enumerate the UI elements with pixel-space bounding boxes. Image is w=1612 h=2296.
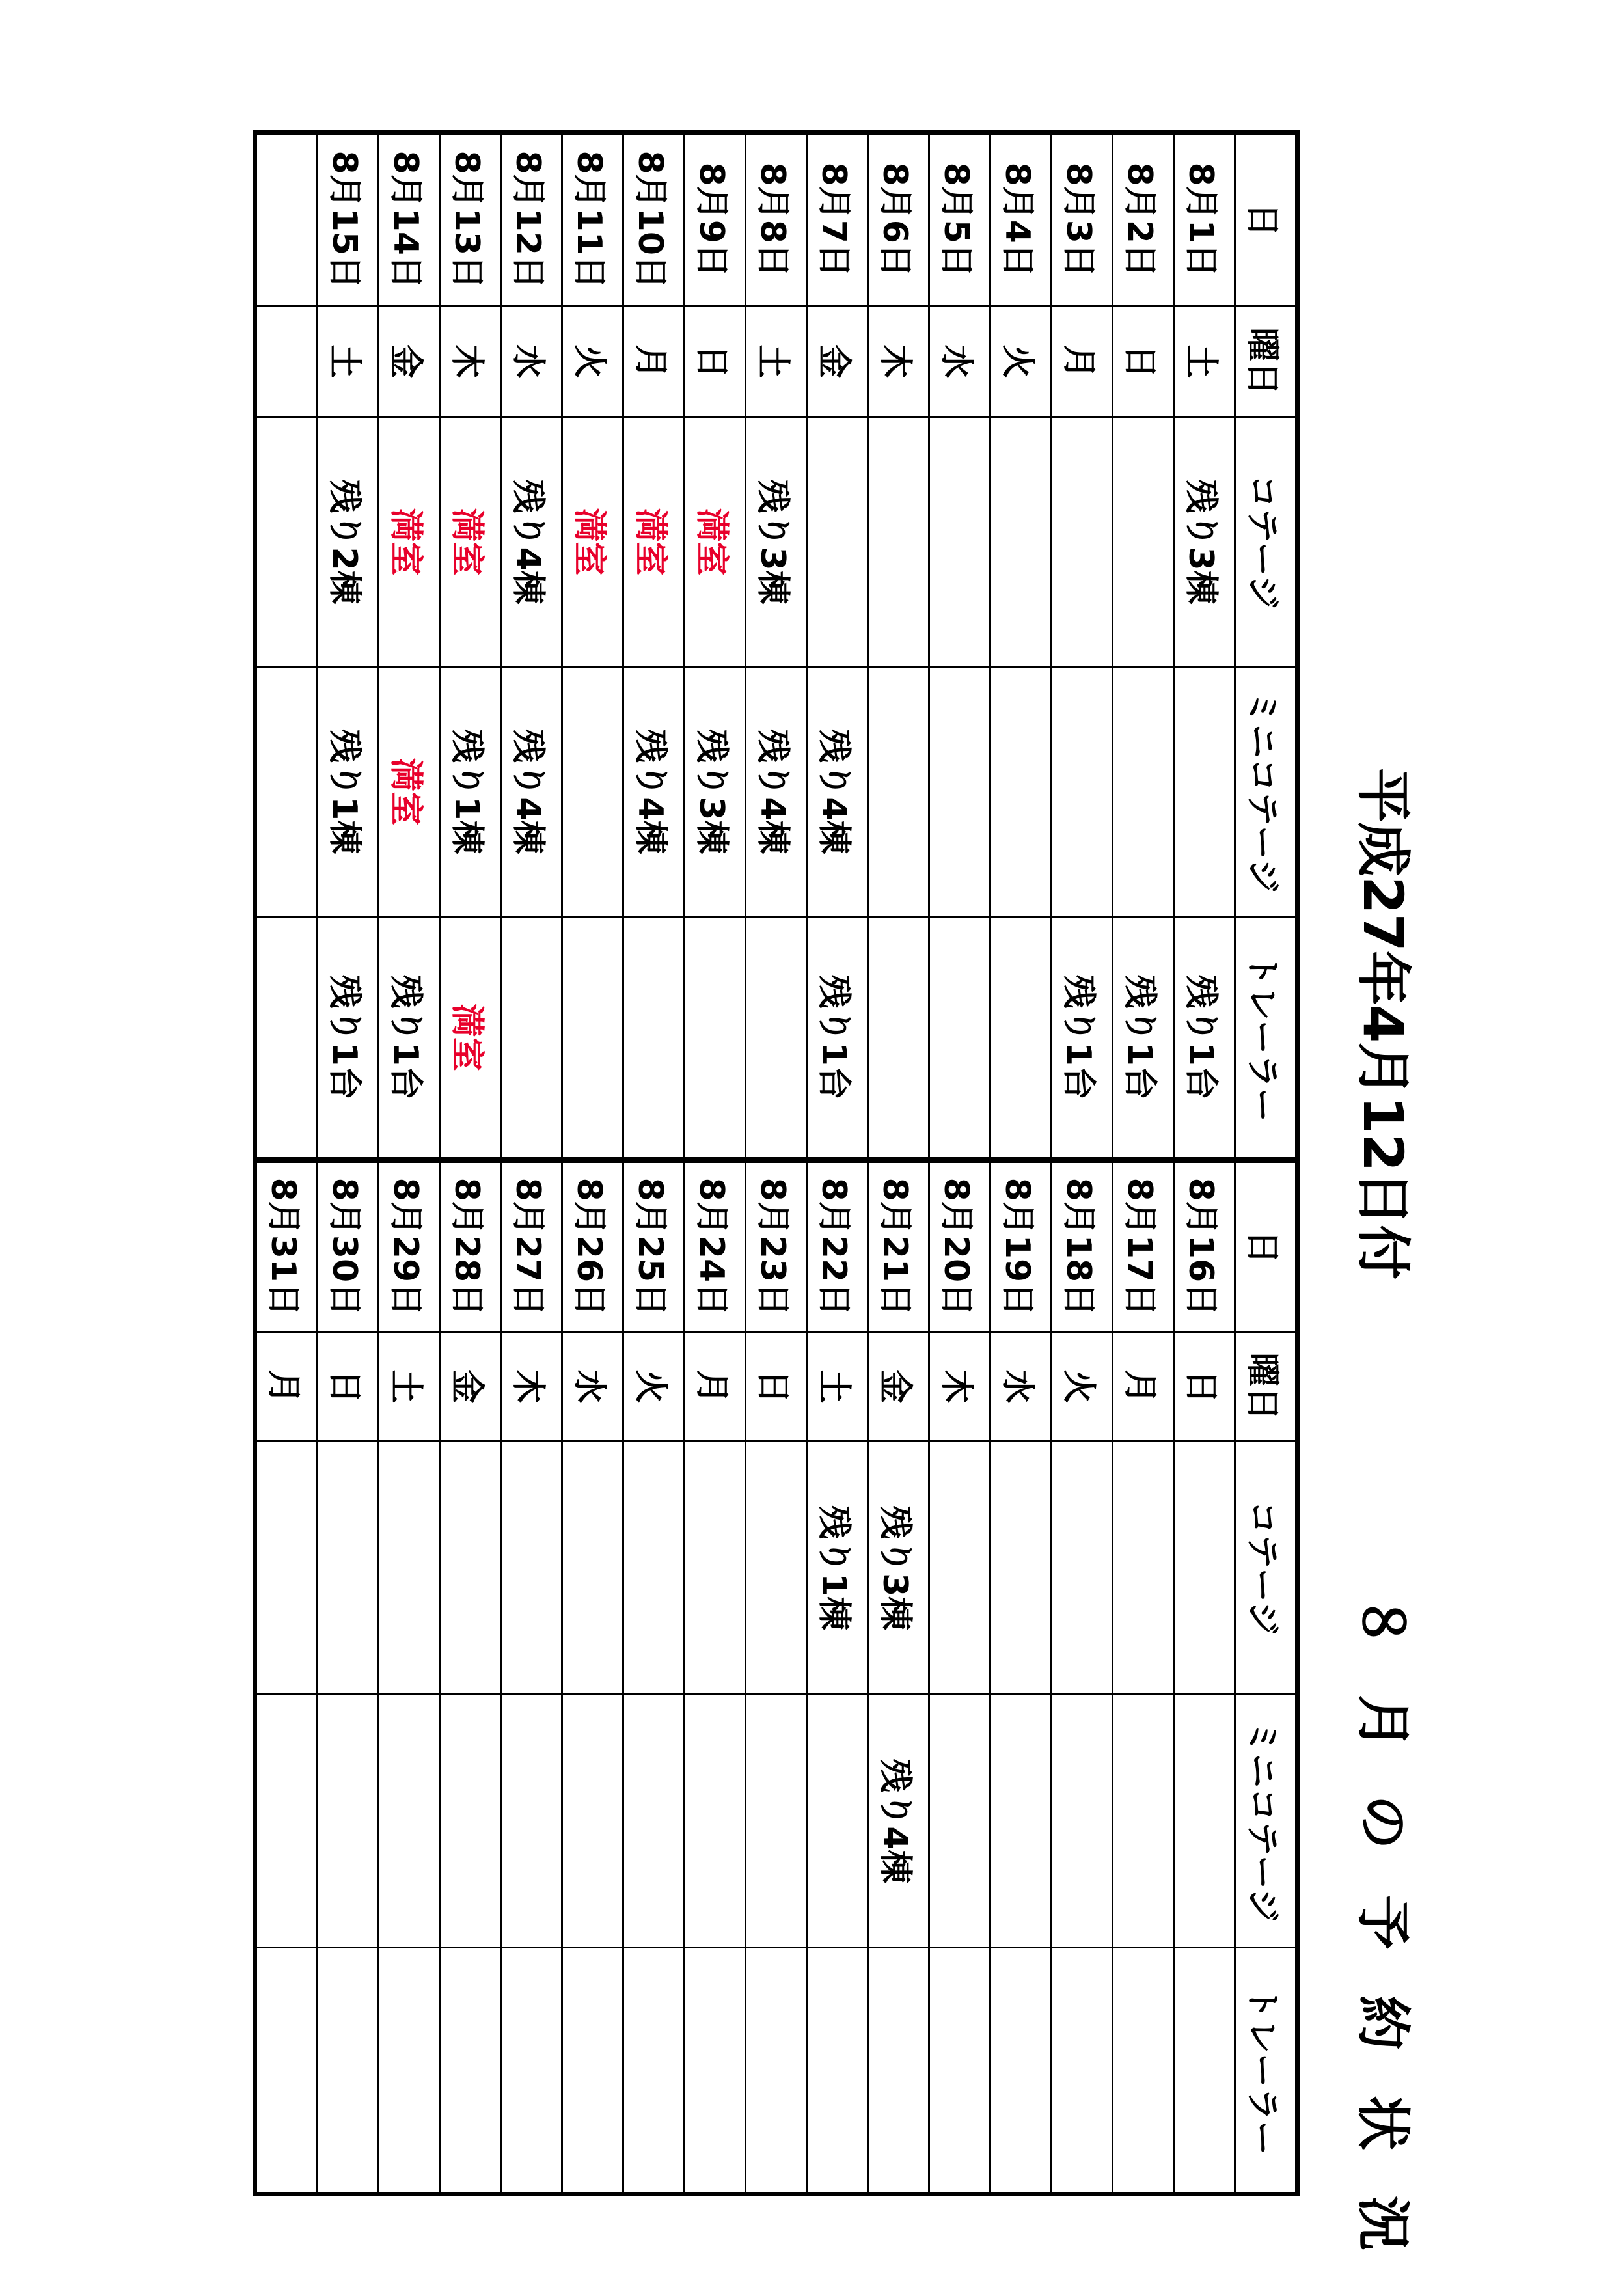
trailer-cell (623, 1948, 685, 2194)
weekday-cell: 木 (868, 306, 929, 417)
col-header-date: 日 (1235, 133, 1298, 307)
weekday-cell: 月 (1113, 1332, 1174, 1441)
table-row (379, 133, 440, 1160)
table-row (623, 133, 685, 1160)
trailer-cell (990, 916, 1052, 1159)
cottage-cell: 残り2棟 (318, 417, 379, 667)
mini-cottage-cell (562, 1695, 623, 1948)
col-header-cottage: コテージ (1235, 417, 1298, 667)
table-row (440, 1161, 501, 2194)
trailer-cell (379, 1948, 440, 2194)
table-row (1052, 1161, 1113, 2194)
cottage-cell (318, 1442, 379, 1695)
cottage-cell (255, 1442, 318, 1695)
mini-cottage-cell (685, 1695, 746, 1948)
cottage-cell (929, 1442, 990, 1695)
weekday-cell: 火 (562, 306, 623, 417)
trailer-cell (746, 916, 807, 1159)
trailer-cell (929, 1948, 990, 2194)
col-header-trailer: トレーラー (1235, 916, 1298, 1159)
mini-cottage-cell: 残り4棟 (501, 666, 562, 916)
trailer-cell (1113, 1948, 1174, 2194)
mini-cottage-cell: 残り1棟 (440, 666, 501, 916)
mini-cottage-cell (440, 1695, 501, 1948)
date-cell: 8月16日 (1174, 1161, 1235, 1332)
trailer-cell (501, 1948, 562, 2194)
reservation-table-left (253, 130, 1300, 1162)
table-row (868, 1161, 929, 2194)
mini-cottage-cell: 残り3棟 (685, 666, 746, 916)
weekday-cell: 金 (807, 306, 868, 417)
weekday-cell: 水 (501, 306, 562, 417)
trailer-cell (562, 1948, 623, 2194)
date-cell: 8月1日 (1174, 133, 1235, 307)
col-header-trailer: トレーラー (1235, 1948, 1298, 2194)
date-cell: 8月13日 (440, 133, 501, 307)
table-row (685, 1161, 746, 2194)
cottage-cell (501, 1442, 562, 1695)
trailer-cell (1052, 1948, 1113, 2194)
cottage-cell: 残り3棟 (1174, 417, 1235, 667)
table-row (440, 133, 501, 1160)
date-cell: 8月4日 (990, 133, 1052, 307)
date-cell: 8月17日 (1113, 1161, 1174, 1332)
trailer-cell (623, 916, 685, 1159)
trailer-cell (929, 916, 990, 1159)
trailer-cell: 残り1台 (1052, 916, 1113, 1159)
mini-cottage-cell: 満室 (379, 666, 440, 916)
date-cell: 8月6日 (868, 133, 929, 307)
date-cell (255, 133, 318, 307)
cottage-cell (990, 1442, 1052, 1695)
mini-cottage-cell: 残り4棟 (807, 666, 868, 916)
mini-cottage-cell (501, 1695, 562, 1948)
date-cell: 8月5日 (929, 133, 990, 307)
date-cell: 8月22日 (807, 1161, 868, 1332)
mini-cottage-cell (623, 1695, 685, 1948)
table-row (1113, 133, 1174, 1160)
weekday-cell: 木 (929, 1332, 990, 1441)
date-cell: 8月26日 (562, 1161, 623, 1332)
trailer-cell (868, 916, 929, 1159)
cottage-cell: 満室 (562, 417, 623, 667)
weekday-cell: 火 (623, 1332, 685, 1441)
weekday-cell: 土 (746, 306, 807, 417)
table-row (868, 133, 929, 1160)
cottage-cell: 残り3棟 (868, 1442, 929, 1695)
table-row (255, 133, 318, 1160)
col-header-mini-cottage: ミニコテージ (1235, 666, 1298, 916)
cottage-cell (868, 417, 929, 667)
date-cell: 8月18日 (1052, 1161, 1113, 1332)
trailer-cell (562, 916, 623, 1159)
table-row (807, 133, 868, 1160)
header-row (1235, 133, 1298, 1160)
mini-cottage-cell (1174, 666, 1235, 916)
cottage-cell (623, 1442, 685, 1695)
mini-cottage-cell (746, 1695, 807, 1948)
cottage-cell (807, 417, 868, 667)
weekday-cell: 月 (1052, 306, 1113, 417)
cottage-cell (1052, 417, 1113, 667)
issue-date: 平成27年4月12日付 (1351, 768, 1415, 1279)
date-cell: 8月24日 (685, 1161, 746, 1332)
weekday-cell: 木 (501, 1332, 562, 1441)
date-cell: 8月8日 (746, 133, 807, 307)
weekday-cell: 木 (440, 306, 501, 417)
weekday-cell: 日 (746, 1332, 807, 1441)
mini-cottage-cell (1113, 1695, 1174, 1948)
left-table-body (255, 133, 1298, 1160)
cottage-cell (990, 417, 1052, 667)
table-row (990, 133, 1052, 1160)
trailer-cell: 残り1台 (379, 916, 440, 1159)
mini-cottage-cell (1052, 1695, 1113, 1948)
col-header-cottage: コテージ (1235, 1442, 1298, 1695)
date-cell: 8月11日 (562, 133, 623, 307)
cottage-cell: 満室 (379, 417, 440, 667)
cottage-cell (379, 1442, 440, 1695)
cottage-cell: 満室 (440, 417, 501, 667)
date-cell: 8月30日 (318, 1161, 379, 1332)
mini-cottage-cell (990, 666, 1052, 916)
col-header-weekday: 曜日 (1235, 1332, 1298, 1441)
mini-cottage-cell (379, 1695, 440, 1948)
trailer-cell (990, 1948, 1052, 2194)
table-row (255, 1161, 318, 2194)
table-row (501, 133, 562, 1160)
trailer-cell (807, 1948, 868, 2194)
date-cell: 8月28日 (440, 1161, 501, 1332)
cottage-cell (929, 417, 990, 667)
table-row (1113, 1161, 1174, 2194)
trailer-cell (318, 1948, 379, 2194)
cottage-cell: 満室 (685, 417, 746, 667)
mini-cottage-cell (990, 1695, 1052, 1948)
col-header-mini-cottage: ミニコテージ (1235, 1695, 1298, 1948)
mini-cottage-cell (1113, 666, 1174, 916)
mini-cottage-cell: 残り1棟 (318, 666, 379, 916)
weekday-cell: 水 (929, 306, 990, 417)
cottage-cell (746, 1442, 807, 1695)
table-row (929, 133, 990, 1160)
table-row (1174, 1161, 1235, 2194)
cottage-cell (440, 1442, 501, 1695)
cottage-cell: 満室 (623, 417, 685, 667)
trailer-cell (501, 916, 562, 1159)
reservation-table-right (253, 1158, 1300, 2196)
header (1335, 0, 1446, 2296)
date-cell: 8月19日 (990, 1161, 1052, 1332)
cottage-cell (562, 1442, 623, 1695)
date-cell: 8月15日 (318, 133, 379, 307)
trailer-cell (255, 916, 318, 1159)
date-cell: 8月2日 (1113, 133, 1174, 307)
date-cell: 8月10日 (623, 133, 685, 307)
trailer-cell: 残り1台 (1174, 916, 1235, 1159)
cottage-cell (1113, 417, 1174, 667)
trailer-cell (685, 1948, 746, 2194)
cottage-cell (1174, 1442, 1235, 1695)
mini-cottage-cell (929, 666, 990, 916)
mini-cottage-cell (929, 1695, 990, 1948)
cottage-cell (255, 417, 318, 667)
trailer-cell (868, 1948, 929, 2194)
weekday-cell (255, 306, 318, 417)
cottage-cell (1052, 1442, 1113, 1695)
weekday-cell: 日 (318, 1332, 379, 1441)
trailer-cell (746, 1948, 807, 2194)
table-row (685, 133, 746, 1160)
mini-cottage-cell (807, 1695, 868, 1948)
weekday-cell: 水 (562, 1332, 623, 1441)
date-cell: 8月9日 (685, 133, 746, 307)
weekday-cell: 金 (379, 306, 440, 417)
cottage-cell: 残り3棟 (746, 417, 807, 667)
table-row (807, 1161, 868, 2194)
trailer-cell (440, 1948, 501, 2194)
weekday-cell: 土 (807, 1332, 868, 1441)
table-row (1052, 133, 1113, 1160)
weekday-cell: 日 (1174, 1332, 1235, 1441)
mini-cottage-cell (868, 666, 929, 916)
table-row (562, 133, 623, 1160)
header-row (1235, 1161, 1298, 2194)
trailer-cell: 残り1台 (318, 916, 379, 1159)
table-row (379, 1161, 440, 2194)
date-cell: 8月27日 (501, 1161, 562, 1332)
mini-cottage-cell (255, 1695, 318, 1948)
mini-cottage-cell: 残り4棟 (623, 666, 685, 916)
table-row (318, 133, 379, 1160)
mini-cottage-cell (562, 666, 623, 916)
table-row (746, 1161, 807, 2194)
date-cell: 8月20日 (929, 1161, 990, 1332)
date-cell: 8月25日 (623, 1161, 685, 1332)
table-row (623, 1161, 685, 2194)
table-row (746, 133, 807, 1160)
trailer-cell: 満室 (440, 916, 501, 1159)
table-row (562, 1161, 623, 2194)
weekday-cell: 土 (318, 306, 379, 417)
cottage-cell: 残り4棟 (501, 417, 562, 667)
date-cell: 8月29日 (379, 1161, 440, 1332)
mini-cottage-cell: 残り4棟 (746, 666, 807, 916)
table-row (318, 1161, 379, 2194)
trailer-cell: 残り1台 (1113, 916, 1174, 1159)
date-cell: 8月14日 (379, 133, 440, 307)
table-row (501, 1161, 562, 2194)
table-row (990, 1161, 1052, 2194)
col-header-date: 日 (1235, 1161, 1298, 1332)
trailer-cell (255, 1948, 318, 2194)
date-cell: 8月31日 (255, 1161, 318, 1332)
date-cell: 8月23日 (746, 1161, 807, 1332)
weekday-cell: 火 (990, 306, 1052, 417)
table-row (1174, 133, 1235, 1160)
weekday-cell: 日 (685, 306, 746, 417)
weekday-cell: 日 (1113, 306, 1174, 417)
weekday-cell: 月 (685, 1332, 746, 1441)
date-cell: 8月7日 (807, 133, 868, 307)
table-row (929, 1161, 990, 2194)
weekday-cell: 月 (623, 306, 685, 417)
mini-cottage-cell (1052, 666, 1113, 916)
right-table-body (255, 1161, 1298, 2194)
cottage-cell (685, 1442, 746, 1695)
col-header-weekday: 曜日 (1235, 306, 1298, 417)
date-cell: 8月12日 (501, 133, 562, 307)
mini-cottage-cell (255, 666, 318, 916)
trailer-cell (685, 916, 746, 1159)
date-cell: 8月21日 (868, 1161, 929, 1332)
weekday-cell: 土 (1174, 306, 1235, 417)
weekday-cell: 月 (255, 1332, 318, 1441)
weekday-cell: 水 (990, 1332, 1052, 1441)
weekday-cell: 金 (868, 1332, 929, 1441)
mini-cottage-cell (1174, 1695, 1235, 1948)
trailer-cell (1174, 1948, 1235, 2194)
weekday-cell: 火 (1052, 1332, 1113, 1441)
weekday-cell: 土 (379, 1332, 440, 1441)
cottage-cell: 残り1棟 (807, 1442, 868, 1695)
date-cell: 8月3日 (1052, 133, 1113, 307)
mini-cottage-cell (318, 1695, 379, 1948)
cottage-cell (1113, 1442, 1174, 1695)
trailer-cell: 残り1台 (807, 916, 868, 1159)
mini-cottage-cell: 残り4棟 (868, 1695, 929, 1948)
page-title: ８月の予約状況 (1351, 1594, 1415, 2296)
weekday-cell: 金 (440, 1332, 501, 1441)
